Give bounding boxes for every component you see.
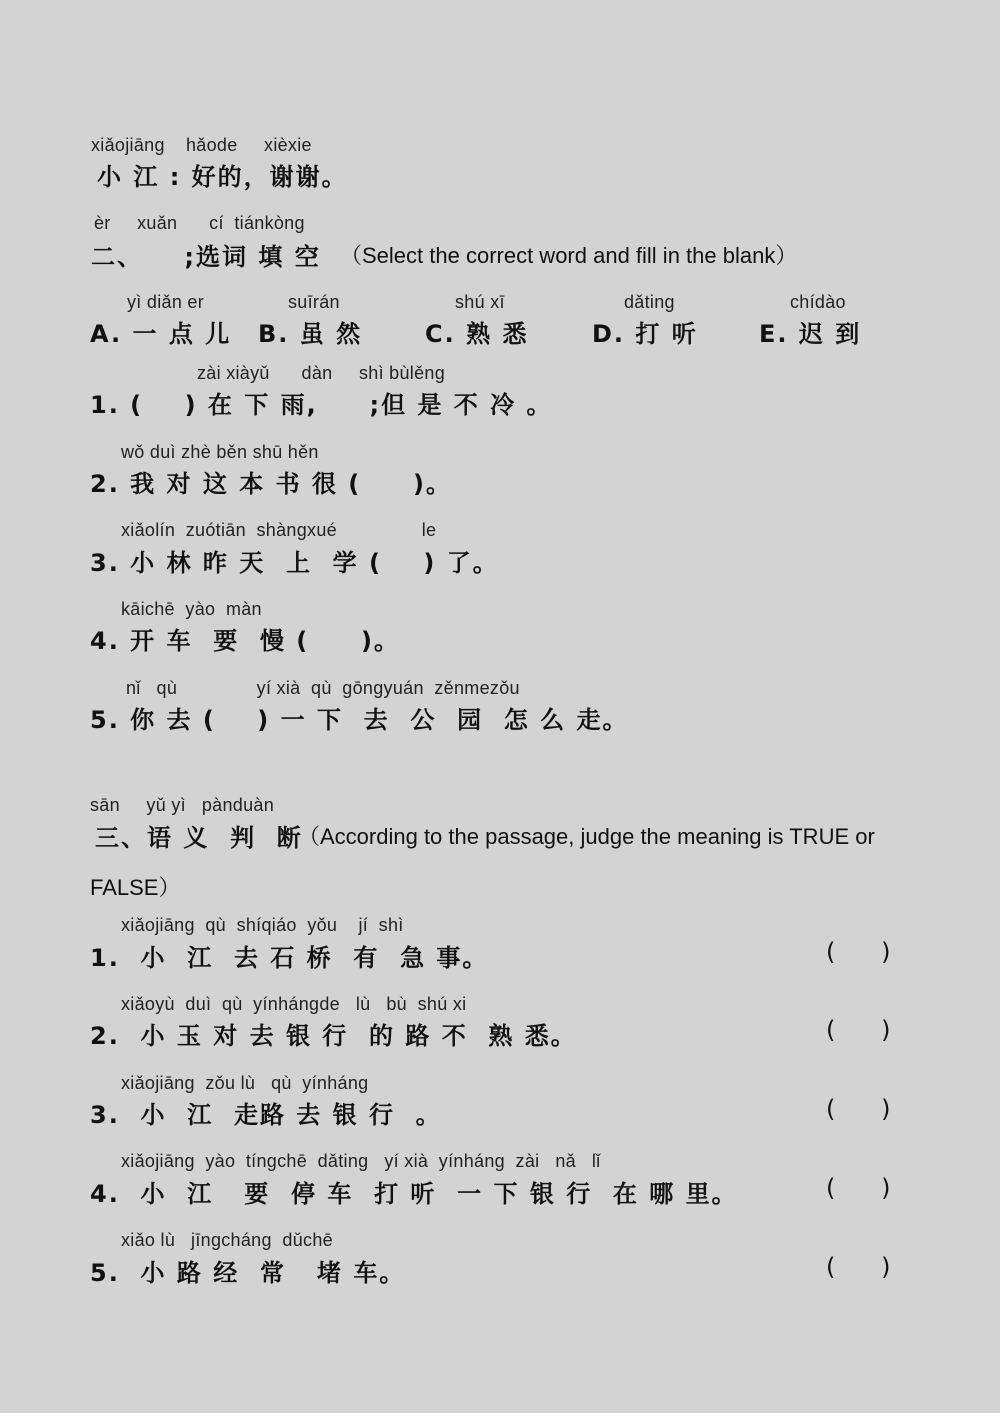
section3-pinyin: sān yǔ yì pànduàn	[90, 795, 275, 815]
s3-q3: 3. 小 江 走路 去 银 行 。	[90, 1101, 442, 1129]
s2-q5-pinyin: nǐ qù yí xià qù gōngyuán zěnmezǒu	[126, 678, 520, 698]
s3-q3-answer-blank[interactable]: ( )	[826, 1095, 891, 1123]
s2-q2-pinyin: wǒ duì zhè běn shū hěn	[121, 442, 319, 462]
s3-q3-pinyin: xiǎojiāng zǒu lù qù yínháng	[121, 1073, 369, 1093]
s3-q1-pinyin: xiǎojiāng qù shíqiáo yǒu jí shì	[121, 915, 404, 935]
s2-q3: 3. 小 林 昨 天 上 学 ( ) 了。	[90, 549, 499, 577]
option-d-pinyin: dǎting	[624, 292, 675, 312]
s2-q1-pinyin: zài xiàyǔ dàn shì bùlěng	[197, 363, 446, 383]
s2-q4-pinyin: kāichē yào màn	[121, 599, 262, 619]
option-c: C. 熟 悉	[425, 320, 529, 348]
dialog-line: 小 江 : 好的，谢谢。	[97, 163, 348, 191]
s3-q4-answer-blank[interactable]: ( )	[826, 1174, 891, 1202]
section2-instruction: （Select the correct word and fill in the blank）	[340, 243, 798, 268]
s3-q2-pinyin: xiǎoyù duì qù yínhángde lù bù shú xi	[121, 994, 467, 1014]
s2-q5: 5. 你 去 ( ) 一 下 去 公 园 怎 么 走。	[90, 706, 629, 734]
section3-instruction-line2: FALSE）	[90, 875, 181, 900]
section2-heading: 二、 ;选词 填 空	[91, 243, 321, 271]
option-a: A. 一 点 儿	[90, 320, 232, 348]
s3-q2-answer-blank[interactable]: ( )	[826, 1016, 891, 1044]
option-b-pinyin: suīrán	[288, 292, 340, 312]
s3-q1-answer-blank[interactable]: ( )	[826, 938, 891, 966]
section2-pinyin: èr xuǎn cí tiánkòng	[94, 213, 305, 233]
s3-q5-pinyin: xiǎo lù jīngcháng dǔchē	[121, 1230, 333, 1250]
s3-q4-pinyin: xiǎojiāng yào tíngchē dǎting yí xià yínháng zài nǎ lǐ	[121, 1151, 601, 1171]
section3-instruction-line1: （According to the passage, judge the meaning is TRUE or	[298, 824, 875, 849]
option-c-pinyin: shú xī	[455, 292, 505, 312]
option-e-pinyin: chídào	[790, 292, 846, 312]
section3-heading: 三、语 义 判 断	[95, 824, 303, 852]
s2-q4: 4. 开 车 要 慢 ( )。	[90, 627, 401, 655]
s2-q1: 1. ( ) 在 下 雨, ;但 是 不 冷 。	[90, 391, 553, 419]
s3-q4: 4. 小 江 要 停 车 打 听 一 下 银 行 在 哪 里。	[90, 1180, 738, 1208]
s3-q2: 2. 小 玉 对 去 银 行 的 路 不 熟 悉。	[90, 1022, 577, 1050]
s2-q3-pinyin: xiǎolín zuótiān shàngxué le	[121, 520, 437, 540]
option-e: E. 迟 到	[759, 320, 862, 348]
option-d: D. 打 听	[592, 320, 698, 348]
dialog-pinyin: xiǎojiāng hǎode xièxie	[91, 135, 312, 155]
s3-q1: 1. 小 江 去 石 桥 有 急 事。	[90, 944, 489, 972]
s2-q2: 2. 我 对 这 本 书 很 ( )。	[90, 470, 453, 498]
option-b: B. 虽 然	[258, 320, 363, 348]
s3-q5-answer-blank[interactable]: ( )	[826, 1253, 891, 1281]
option-a-pinyin: yì diǎn er	[127, 292, 205, 312]
s3-q5: 5. 小 路 经 常 堵 车。	[90, 1259, 406, 1287]
